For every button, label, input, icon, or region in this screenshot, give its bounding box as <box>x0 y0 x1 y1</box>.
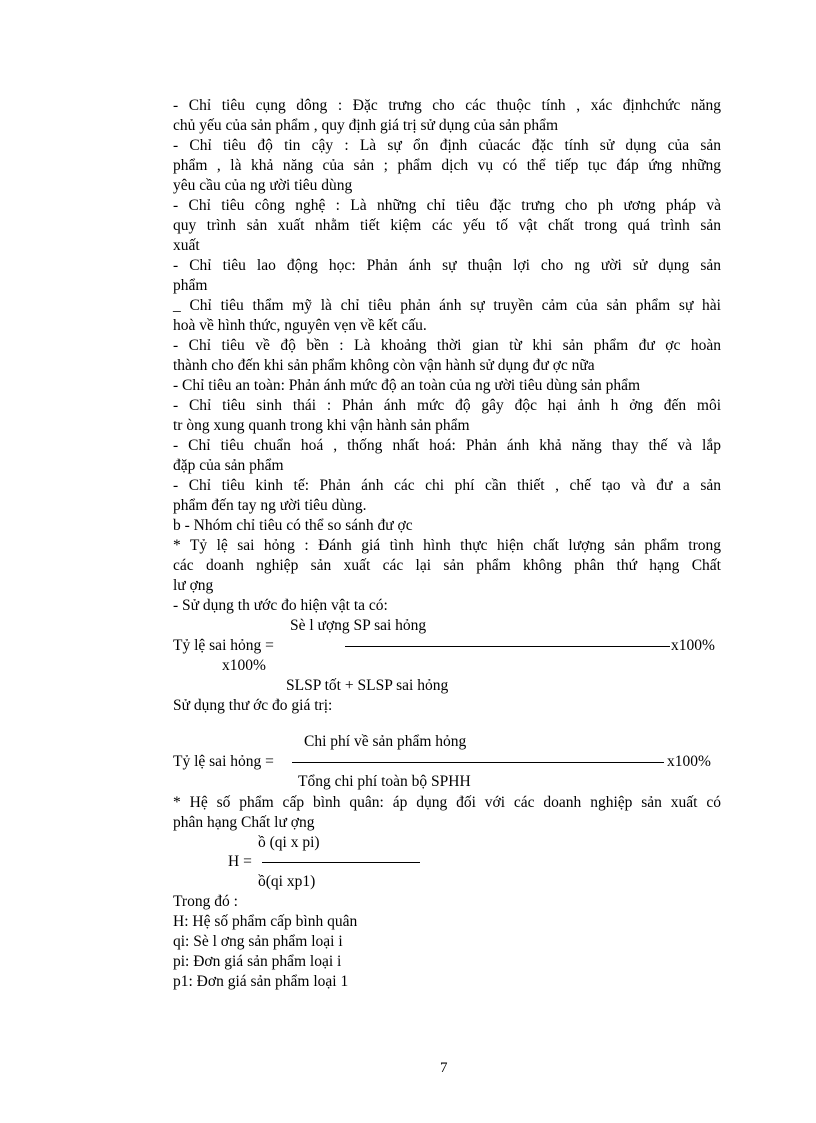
text-line: _ Chỉ tiêu thẩm mỹ là chỉ tiêu phản ánh sự truyền cảm của sản phẩm sự hài <box>173 297 721 314</box>
fraction-bar <box>345 646 670 647</box>
text-line: - Chỉ tiêu sinh thái : Phản ánh mức độ gây độc hại ảnh h ởng đến môi <box>173 397 721 414</box>
text-line: - Chỉ tiêu an toàn: Phản ánh mức độ an toàn của ng ười tiêu dùng sản phẩm <box>173 377 641 394</box>
fraction-bar <box>292 762 664 763</box>
text-line: phẩm đến tay ng ười tiêu dùng. <box>173 497 367 514</box>
formula-numerator: ồ (qi x pi) <box>258 834 320 851</box>
formula-multiplier-overflow: x100% <box>222 657 266 674</box>
formula-left-side: Tỷ lệ sai hỏng = <box>173 637 274 654</box>
text-line: phẩm , là khả năng của sản ; phẩm dịch vụ có thể tiếp tục đáp ứng những <box>173 157 721 174</box>
section-heading: b - Nhóm chỉ tiêu có thể so sánh đư ợc <box>173 517 413 534</box>
formula-left-side: Tỷ lệ sai hỏng = <box>173 753 274 770</box>
text-line: - Chỉ tiêu về độ bền : Là khoảng thời gian từ khi sản phẩm đư ợc hoàn <box>173 337 721 354</box>
formula-denominator: SLSP tốt + SLSP sai hỏng <box>286 677 449 694</box>
text-line: * Hệ số phẩm cấp bình quân: áp dụng đối với các doanh nghiệp sản xuất có <box>173 794 721 811</box>
legend-item: qi: Sè l ơng sản phẩm loại i <box>173 933 343 950</box>
formula-multiplier: x100% <box>667 753 711 770</box>
legend-heading: Trong đó : <box>173 893 238 910</box>
formula-denominator: Tổng chi phí toàn bộ SPHH <box>298 773 471 790</box>
text-line: xuất <box>173 237 200 254</box>
text-line: các doanh nghiệp sản xuất các lại sản phẩm không phân thứ hạng Chất <box>173 557 721 574</box>
formula-multiplier: x100% <box>671 637 715 654</box>
fraction-bar <box>262 862 420 863</box>
text-line: - Chỉ tiêu cụng dông : Đặc trưng cho các thuộc tính , xác địnhchức năng <box>173 97 721 114</box>
text-line: phẩm <box>173 277 208 294</box>
text-line: lư ợng <box>173 577 214 594</box>
formula-numerator: Sè l ượng SP sai hỏng <box>290 617 427 634</box>
text-line: - Chỉ tiêu kinh tế: Phản ánh các chi phí cần thiết , chế tạo và đư a sản <box>173 477 721 494</box>
text-line: - Chỉ tiêu lao động học: Phản ánh sự thuận lợi cho ng ười sử dụng sản <box>173 257 721 274</box>
text-line: chủ yếu của sản phẩm , quy định giá trị sử dụng của sản phẩm <box>173 117 559 134</box>
formula-numerator: Chi phí về sản phẩm hỏng <box>304 733 467 750</box>
text-line: hoà về hình thức, nguyên vẹn về kết cấu. <box>173 317 427 334</box>
legend-item: pi: Đơn giá sản phẩm loại i <box>173 953 342 970</box>
formula-denominator: ồ(qi xp1) <box>258 873 316 890</box>
legend-item: p1: Đơn giá sản phẩm loại 1 <box>173 973 349 990</box>
text-line: thành cho đến khi sản phẩm không còn vận hành sử dụng đư ợc nữa <box>173 357 595 374</box>
text-line: tr òng xung quanh trong khi vận hành sản phẩm <box>173 417 470 434</box>
page-number: 7 <box>440 1060 448 1076</box>
text-line: đặp của sản phẩm <box>173 457 284 474</box>
text-line: - Chỉ tiêu chuẩn hoá , thống nhất hoá: Phản ánh khả năng thay thế và lắp <box>173 437 721 454</box>
text-line: - Sử dụng th ước đo hiện vật ta có: <box>173 597 388 614</box>
legend-item: H: Hệ số phẩm cấp bình quân <box>173 913 358 930</box>
text-line: phân hạng Chất lư ợng <box>173 814 315 831</box>
text-line: - Chỉ tiêu công nghệ : Là những chỉ tiêu đặc trưng cho ph ương pháp và <box>173 197 721 214</box>
text-line: * Tỷ lệ sai hỏng : Đánh giá tình hình thực hiện chất lượng sản phẩm trong <box>173 537 721 554</box>
formula-left-side: H = <box>228 853 252 870</box>
text-line: Sử dụng thư ớc đo giá trị: <box>173 697 333 714</box>
text-line: quy trình sản xuất nhằm tiết kiệm các yếu tố vật chất trong quá trình sản <box>173 217 721 234</box>
text-line: yêu cầu của ng ười tiêu dùng <box>173 177 353 194</box>
text-line: - Chỉ tiêu độ tin cậy : Là sự ổn định củacác đặc tính sử dụng của sản <box>173 137 721 154</box>
